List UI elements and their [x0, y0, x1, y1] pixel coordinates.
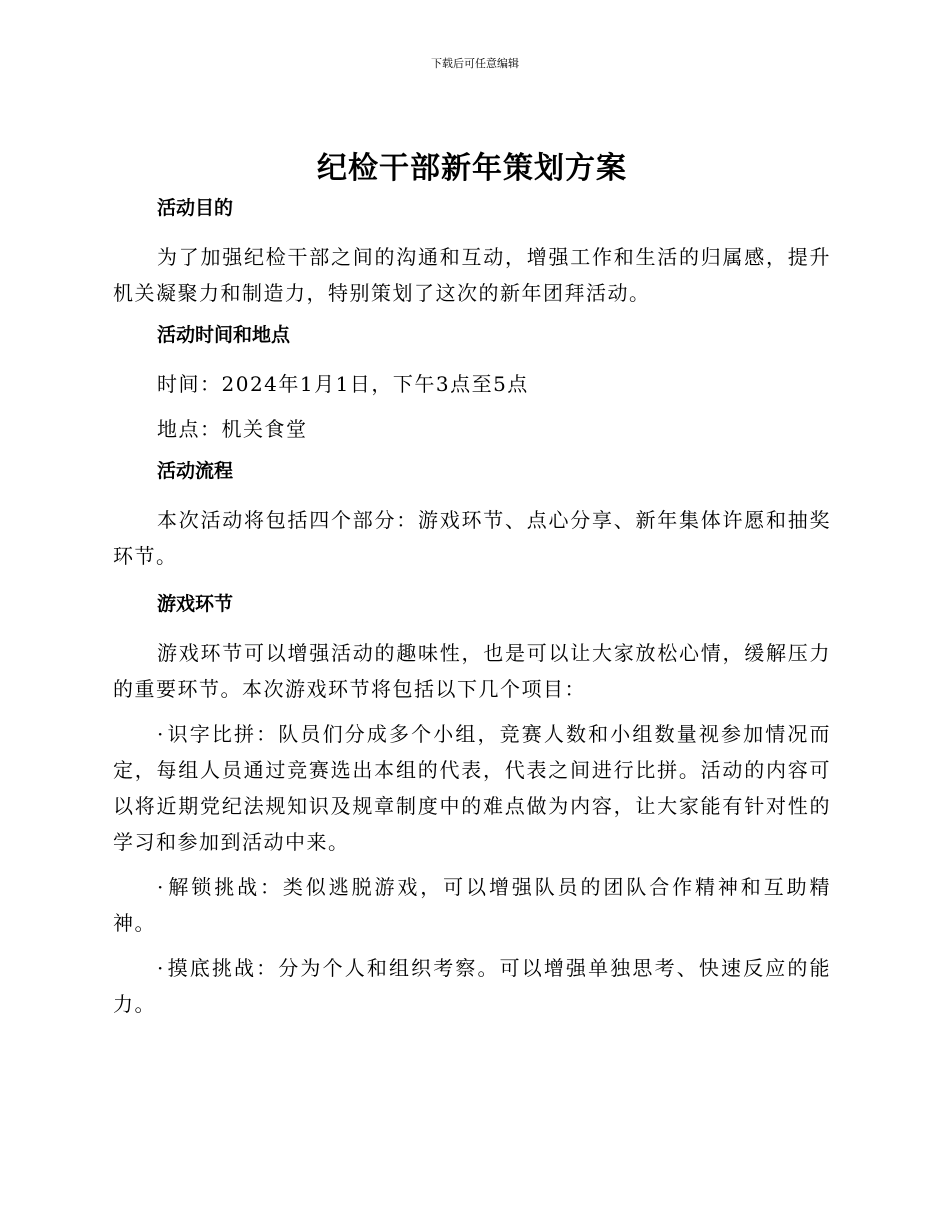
games-intro-paragraph: 游戏环节可以增强活动的趣味性，也是可以让大家放松心情，缓解压力的重要环节。本次游戏环节将包括以下几个项目： [113, 641, 831, 701]
document-title: 纪检干部新年策划方案 [317, 151, 627, 186]
section-heading-games: 游戏环节 [157, 593, 234, 615]
list-item-text: 识字比拼：队员们分成多个小组，竞赛人数和小组数量视参加情况而定，每组人员通过竞赛选出本组的代表，代表之间进行比拼。活动的内容可以将近期党纪法规知识及规章制度中的难点做为内容，让大家能有针对性的学习和参加到活动中来。 [113, 722, 831, 854]
time-paragraph: 时间：2024年1月1日，下午3点至5点 [157, 372, 529, 396]
list-item [113, 869, 831, 941]
header-note: 下载后可任意编辑 [431, 57, 519, 70]
bullet-icon: · [157, 722, 165, 746]
place-paragraph: 地点：机关食堂 [157, 417, 308, 441]
list-item-text: 摸底挑战：分为个人和组织考察。可以增强单独思考、快速反应的能力。 [113, 956, 831, 1016]
purpose-paragraph: 为了加强纪检干部之间的沟通和互动，增强工作和生活的归属感，提升机关凝聚力和制造力，特别策划了这次的新年团拜活动。 [113, 245, 831, 305]
list-item [113, 950, 831, 1022]
section-heading-time-place: 活动时间和地点 [157, 324, 291, 346]
list-item [113, 716, 831, 860]
document-body [113, 148, 831, 1031]
section-heading-purpose: 活动目的 [157, 197, 234, 219]
bullet-icon: · [157, 956, 165, 980]
bullet-icon: · [157, 875, 165, 899]
list-item-text: 解锁挑战：类似逃脱游戏，可以增强队员的团队合作精神和互助精神。 [113, 875, 831, 935]
process-paragraph: 本次活动将包括四个部分：游戏环节、点心分享、新年集体许愿和抽奖环节。 [113, 508, 831, 568]
section-heading-process: 活动流程 [157, 460, 234, 482]
